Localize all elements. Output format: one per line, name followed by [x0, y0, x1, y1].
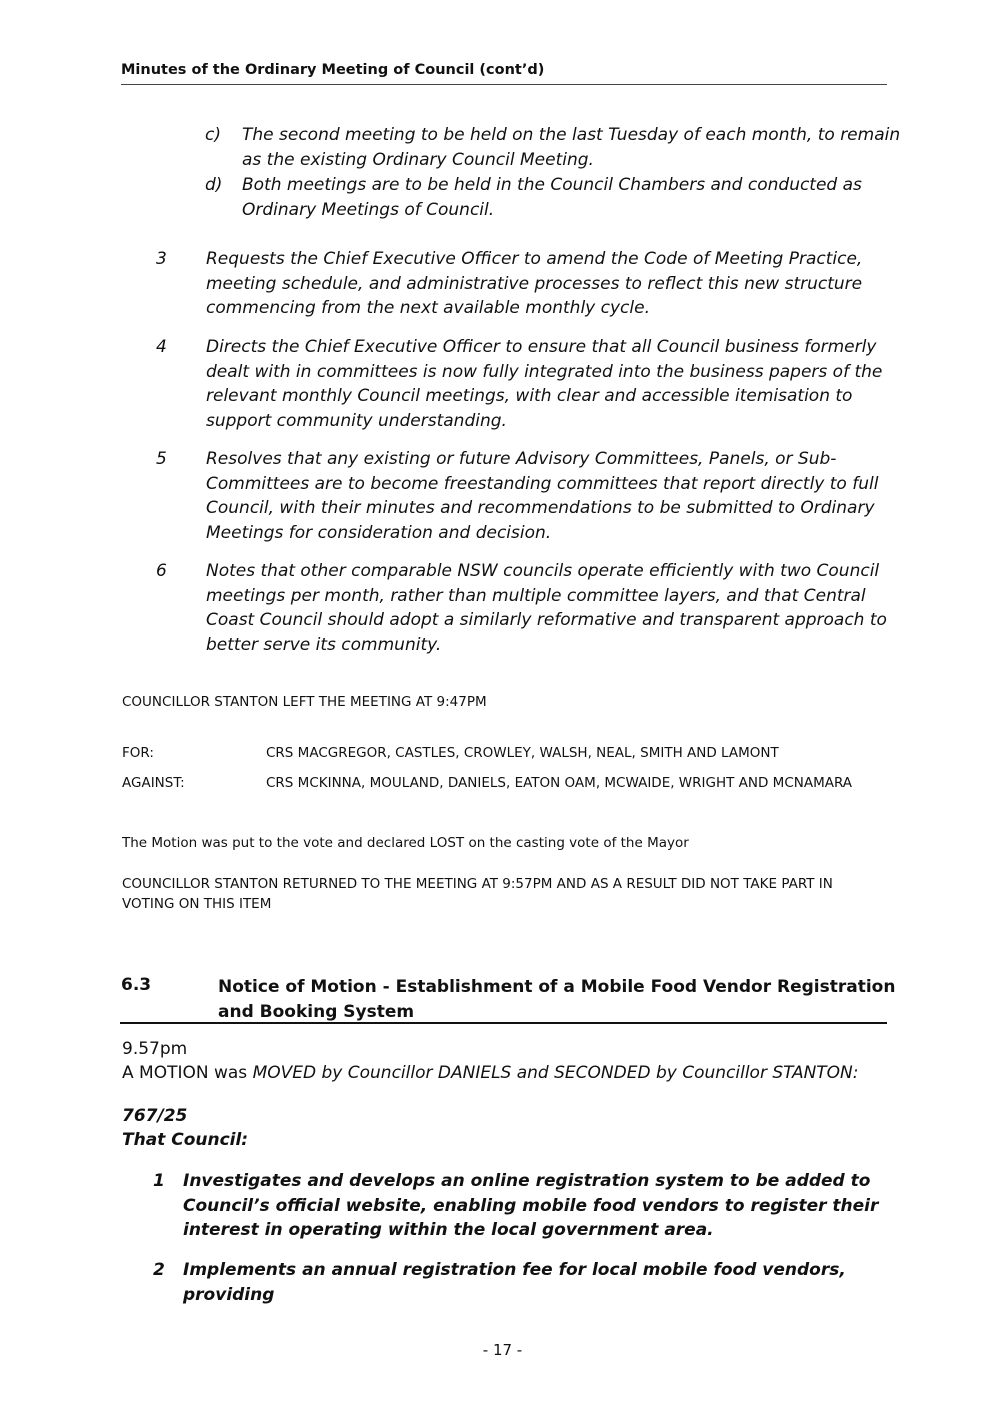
item-number: 4 — [156, 337, 167, 357]
sub-item-letter: c) — [205, 125, 221, 145]
item-number: 6 — [156, 561, 167, 581]
sub-item-letter: d) — [205, 175, 223, 195]
that-council: That Council: — [122, 1130, 249, 1150]
motion-item-text: Implements an annual registration fee for local mobile food vendors, providing — [183, 1260, 846, 1305]
motion-item-number: 1 — [153, 1171, 165, 1191]
motion-moved-prefix: A MOTION was — [122, 1063, 253, 1083]
motion-item-number: 2 — [153, 1260, 165, 1280]
section-divider — [120, 1022, 887, 1024]
left-meeting-note: COUNCILLOR STANTON LEFT THE MEETING AT 9:47PM — [122, 694, 487, 710]
item-text: Resolves that any existing or future Advisory Committees, Panels, or Sub-Committees are to become freestanding committees that report directly to full Council, with their minutes and recommendations to be submitted to Ordinary Meetings for consideration and decision. — [206, 449, 879, 544]
sub-item-text: The second meeting to be held on the last Tuesday of each month, to remain as the existing Ordinary Council Meeting. — [242, 125, 901, 170]
section-number: 6.3 — [121, 975, 152, 995]
vote-against-label: AGAINST: — [122, 775, 185, 791]
section-title: Notice of Motion - Establishment of a Mobile Food Vendor Registration and Booking System — [218, 977, 896, 1022]
item-text: Directs the Chief Executive Officer to ensure that all Council business formerly dealt with in committees is now fully integrated into the business papers of the relevant monthly Council meetings, with clear and accessible itemisation to support community understanding. — [206, 337, 883, 432]
resolution-number: 767/25 — [122, 1106, 188, 1126]
returned-note: COUNCILLOR STANTON RETURNED TO THE MEETING AT 9:57PM AND AS A RESULT DID NOT TAKE PART IN VOTING ON THIS ITEM — [122, 876, 833, 912]
item-number: 5 — [156, 449, 167, 469]
vote-for-label: FOR: — [122, 745, 154, 761]
item-number: 3 — [156, 249, 167, 269]
vote-for-names: CRS MACGREGOR, CASTLES, CROWLEY, WALSH, NEAL, SMITH AND LAMONT — [266, 745, 779, 761]
item-text: Notes that other comparable NSW councils operate efficiently with two Council meetings per month, rather than multiple committee layers, and that Central Coast Council should adopt a similarly reformative and transparent approach to better serve its community. — [206, 561, 887, 656]
motion-moved — [122, 1061, 902, 1086]
page-header: Minutes of the Ordinary Meeting of Council (cont’d) — [121, 62, 887, 85]
motion-moved-detail: MOVED by Councillor DANIELS and SECONDED by Councillor STANTON: — [252, 1063, 859, 1083]
vote-result: The Motion was put to the vote and declared LOST on the casting vote of the Mayor — [122, 835, 689, 851]
item-text: Requests the Chief Executive Officer to amend the Code of Meeting Practice, meeting schedule, and administrative processes to reflect this new structure commencing from the next available monthly cycle. — [206, 249, 863, 319]
motion-time: 9.57pm — [122, 1039, 188, 1059]
sub-item-text: Both meetings are to be held in the Council Chambers and conducted as Ordinary Meetings of Council. — [242, 175, 862, 220]
vote-against-names: CRS MCKINNA, MOULAND, DANIELS, EATON OAM, MCWAIDE, WRIGHT AND MCNAMARA — [266, 775, 853, 791]
motion-item-text: Investigates and develops an online registration system to be added to Council’s official website, enabling mobile food vendors to register their interest in operating within the local government area. — [183, 1171, 879, 1240]
page-number: - 17 - — [482, 1341, 523, 1359]
